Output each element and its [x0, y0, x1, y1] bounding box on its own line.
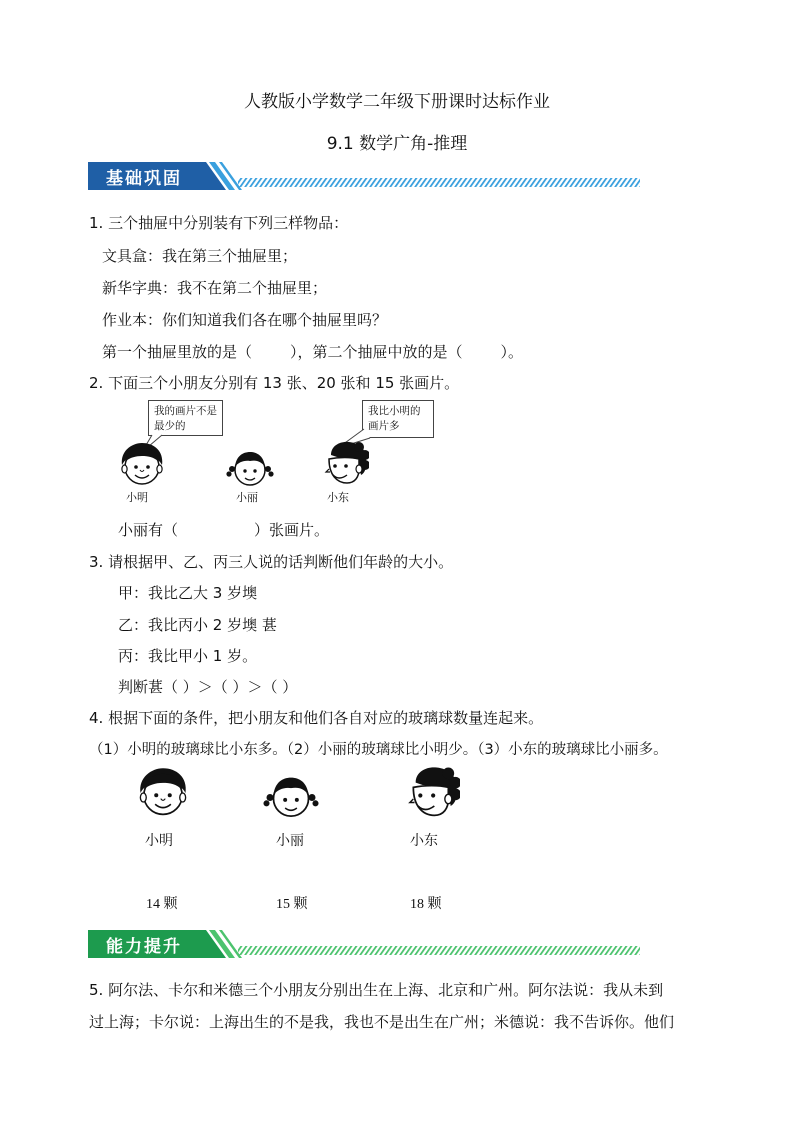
q5-line-2: 过上海；卡尔说：上海出生的不是我，我也不是出生在广州；米德说：我不告诉你。他们	[89, 1013, 675, 1031]
q2-name-xiaoli: 小丽	[236, 491, 258, 504]
boy-xiaodong-large-icon	[404, 766, 460, 818]
q4-name-xiaoming: 小明	[145, 833, 173, 849]
section-banner-basic	[88, 160, 644, 192]
q2-answer-text-a: 小丽有（	[118, 521, 179, 539]
q1-answer-text-b: ），第二个抽屉中放的是（	[290, 343, 463, 361]
q4-count-14[interactable]: 14 颗	[146, 897, 178, 912]
q2-name-xiaodong: 小东	[327, 491, 349, 504]
document-title: 人教版小学数学二年级下册课时达标作业	[244, 92, 550, 112]
girl-xiaoli-icon	[226, 446, 274, 486]
section-banner-advanced	[88, 928, 644, 960]
q3-line-1: 甲：我比乙大 3 岁墺	[118, 584, 258, 602]
q2-answer-line	[118, 519, 329, 540]
q1-stem: 1. 三个抽屉中分别装有下列三样物品：	[89, 214, 349, 232]
q2-stem: 2. 下面三个小朋友分别有 13 张、20 张和 15 张画片。	[89, 374, 460, 392]
boy-xiaodong-icon	[321, 441, 369, 485]
q3-judge-line: 判断葚（ ）＞（ ）＞（ ）	[118, 678, 298, 696]
document-subtitle: 9.1 数学广角-推理	[326, 134, 468, 154]
q4-count-18[interactable]: 18 颗	[410, 897, 442, 912]
section-title-advanced: 能力提升	[106, 937, 182, 957]
q1-answer-text-c: ）。	[500, 343, 524, 361]
q1-line-3: 作业本：你们知道我们各在哪个抽屉里吗？	[102, 311, 388, 329]
speech-bubble-xiaoming: 我的画片不是最少的	[148, 400, 223, 436]
q5-line-1: 5. 阿尔法、卡尔和米德三个小朋友分别出生在上海、北京和广州。阿尔法说：我从未到	[89, 981, 664, 999]
q2-name-xiaoming: 小明	[126, 491, 148, 504]
q3-stem: 3. 请根据甲、乙、丙三人说的话判断他们年龄的大小。	[89, 553, 454, 571]
q4-stem: 4. 根据下面的条件，把小朋友和他们各自对应的玻璃球数量连起来。	[89, 709, 544, 727]
section-title-basic: 基础巩固	[106, 169, 182, 189]
q4-name-xiaoli: 小丽	[276, 833, 304, 849]
boy-xiaoming-icon	[118, 443, 166, 487]
q4-name-xiaodong: 小东	[410, 833, 438, 849]
girl-xiaoli-large-icon	[263, 770, 319, 818]
q3-line-2: 乙：我比丙小 2 岁墺 葚	[118, 616, 277, 634]
boy-xiaoming-large-icon	[136, 768, 190, 818]
q4-conditions: （1）小明的玻璃球比小东多。（2）小丽的玻璃球比小明少。（3）小东的玻璃球比小丽多。	[89, 742, 668, 758]
q4-count-15[interactable]: 15 颗	[276, 897, 308, 912]
q1-line-2: 新华字典：我不在第二个抽屉里；	[102, 279, 328, 297]
speech-bubble-xiaodong: 我比小明的画片多	[362, 400, 434, 438]
q1-answer-line	[102, 341, 523, 362]
q1-answer-text-a: 第一个抽屉里放的是（	[102, 343, 253, 361]
q1-line-1: 文具盒：我在第三个抽屉里；	[102, 247, 298, 265]
q2-answer-text-b: ）张画片。	[254, 521, 330, 539]
q3-line-3: 丙：我比甲小 1 岁。	[118, 647, 258, 665]
